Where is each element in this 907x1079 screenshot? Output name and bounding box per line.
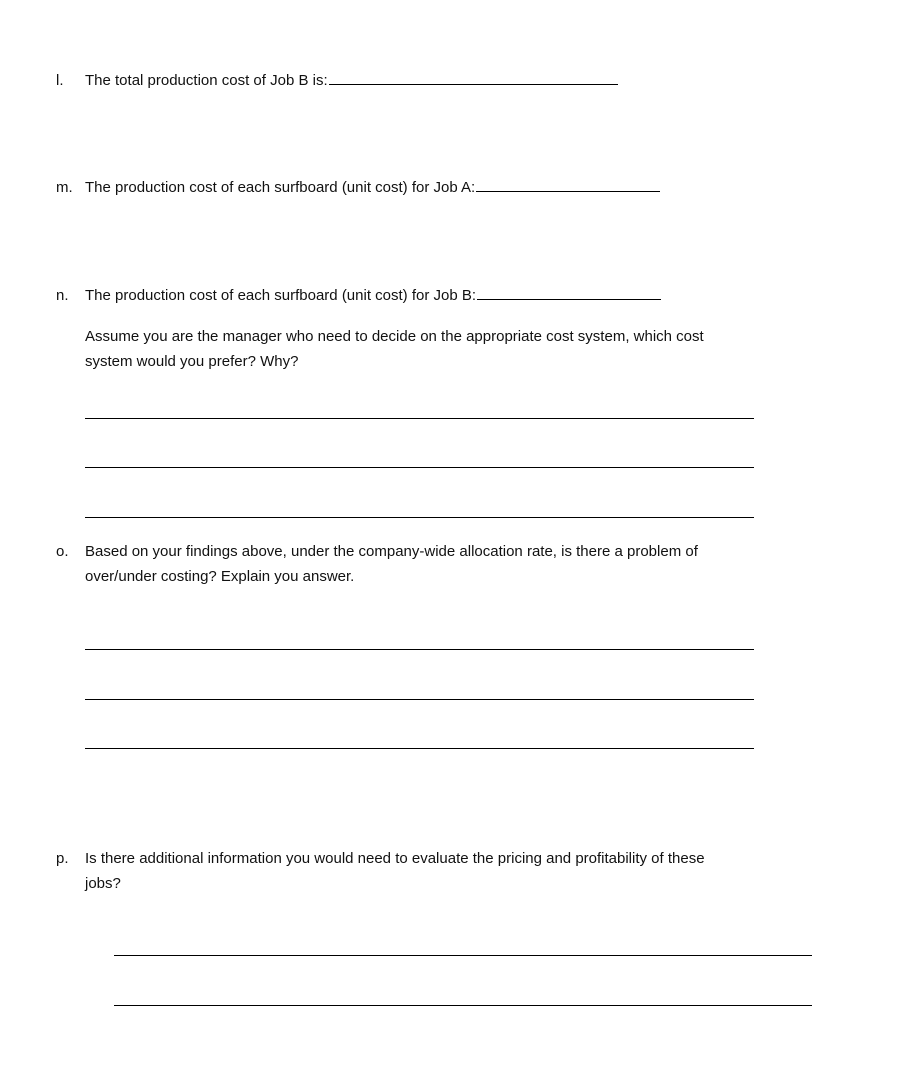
- question-m-label: m.: [56, 179, 73, 196]
- question-o: [85, 539, 698, 589]
- answer-line-m[interactable]: [476, 177, 660, 192]
- answer-line-o-2[interactable]: [85, 699, 754, 700]
- answer-line-l[interactable]: [329, 70, 618, 85]
- answer-line-n[interactable]: [477, 285, 661, 300]
- question-m: [85, 175, 660, 200]
- question-n-label: n.: [56, 287, 69, 304]
- answer-line-p-1[interactable]: [114, 955, 812, 956]
- question-n-followup-line2: system would you prefer? Why?: [85, 353, 299, 370]
- answer-line-n-3[interactable]: [85, 517, 754, 518]
- question-n: [85, 283, 661, 308]
- answer-line-o-3[interactable]: [85, 748, 754, 749]
- question-o-label: o.: [56, 543, 69, 560]
- answer-line-p-2[interactable]: [114, 1005, 812, 1006]
- question-m-text: The production cost of each surfboard (unit cost) for Job A:: [85, 179, 476, 196]
- question-l-text: The total production cost of Job B is:: [85, 72, 328, 89]
- question-p-text-line2: jobs?: [85, 875, 121, 892]
- question-l: [85, 68, 618, 93]
- question-n-followup-line1: Assume you are the manager who need to decide on the appropriate cost system, which cost: [85, 328, 704, 345]
- question-p: [85, 846, 705, 896]
- question-l-label: l.: [56, 72, 64, 89]
- answer-line-n-2[interactable]: [85, 467, 754, 468]
- question-n-text: The production cost of each surfboard (unit cost) for Job B:: [85, 287, 477, 304]
- question-p-label: p.: [56, 850, 69, 867]
- question-o-text-line1: Based on your findings above, under the company-wide allocation rate, is there a problem of: [85, 543, 698, 560]
- answer-line-n-1[interactable]: [85, 418, 754, 419]
- question-p-text-line1: Is there additional information you would need to evaluate the pricing and profitability of these: [85, 850, 705, 867]
- answer-line-o-1[interactable]: [85, 649, 754, 650]
- question-n-followup: [85, 324, 704, 374]
- question-o-text-line2: over/under costing? Explain you answer.: [85, 568, 355, 585]
